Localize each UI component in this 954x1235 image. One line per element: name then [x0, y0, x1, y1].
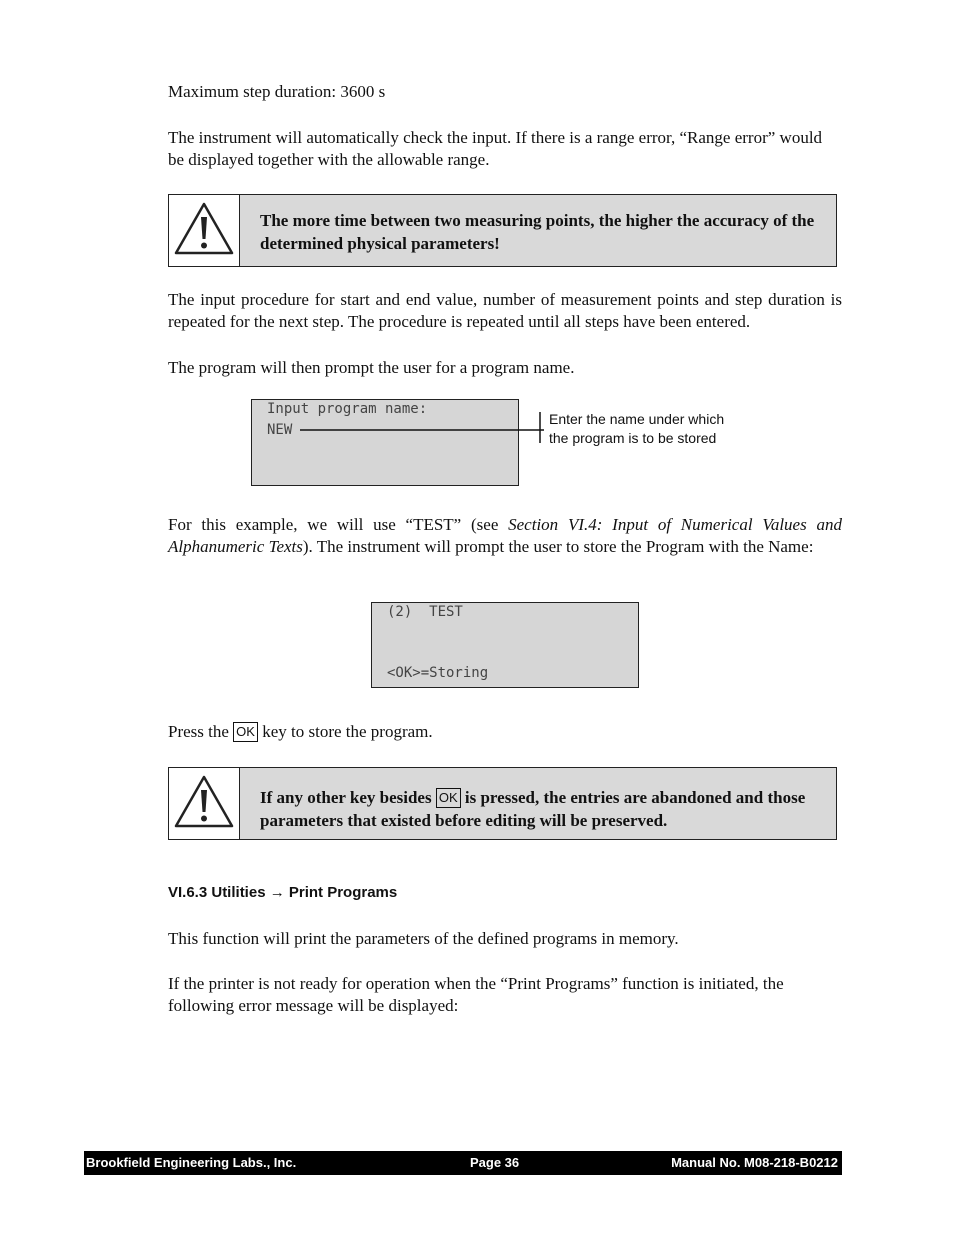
- lcd-line-test: (2) TEST: [387, 604, 463, 620]
- ok-key-label: OK: [436, 788, 461, 808]
- press-ok-paragraph: Press the OK key to store the program.: [168, 722, 433, 741]
- section-heading: VI.6.3 Utilities → Print Programs: [168, 884, 398, 901]
- example-paragraph: [168, 514, 842, 558]
- lcd-line-ok-storing: <OK>=Storing: [387, 665, 489, 681]
- warning-text-abandon: If any other key besides OK is pressed, the entries are abandoned and those parameters that existed before editing will be preserved.: [260, 788, 806, 830]
- callout-line-2: the program is to be stored: [549, 430, 717, 446]
- callout-label: [549, 410, 724, 448]
- warning-text-accuracy: The more time between two measuring points, the higher the accuracy of the determined physical parameters!: [260, 211, 815, 253]
- warning-triangle-icon: [173, 773, 235, 831]
- lcd-line-new: NEW: [267, 422, 293, 438]
- lcd-display-store: [371, 602, 639, 688]
- footer-company: Brookfield Engineering Labs., Inc.: [86, 1155, 297, 1170]
- example-text-start: For this example, we will use “TEST” (see: [168, 515, 509, 534]
- prompt-name-paragraph: The program will then prompt the user for a program name.: [168, 358, 575, 377]
- example-text-end: ). The instrument will prompt the user to store the Program with the Name:: [302, 537, 814, 556]
- function-description-paragraph: This function will print the parameters of the defined programs in memory.: [168, 929, 679, 948]
- page-footer: [84, 1151, 842, 1175]
- warning-box-abandon: [168, 767, 837, 840]
- callout-line-1: Enter the name under which: [549, 411, 725, 427]
- input-procedure-paragraph: The input procedure for start and end value, number of measurement points and step duration is repeated for the next step. The procedure is repeated until all steps have been entered.: [168, 290, 842, 331]
- footer-page-number: Page 36: [470, 1155, 520, 1170]
- section-reference: Section VI.4: Input of Numerical Values and Alphanumeric Texts: [168, 515, 842, 556]
- range-check-paragraph: The instrument will automatically check the input. If there is a range error, “Range error” would be displayed together with the allowable range.: [168, 128, 823, 169]
- printer-error-paragraph: If the printer is not ready for operation when the “Print Programs” function is initiated, the following error message will be displayed:: [168, 974, 784, 1015]
- footer-manual-number: Manual No. M08-218-B0212: [671, 1155, 838, 1170]
- max-step-duration-text: Maximum step duration: 3600 s: [168, 82, 386, 101]
- ok-key-label: OK: [233, 722, 258, 742]
- lcd-line-input-program-name: Input program name:: [267, 401, 428, 417]
